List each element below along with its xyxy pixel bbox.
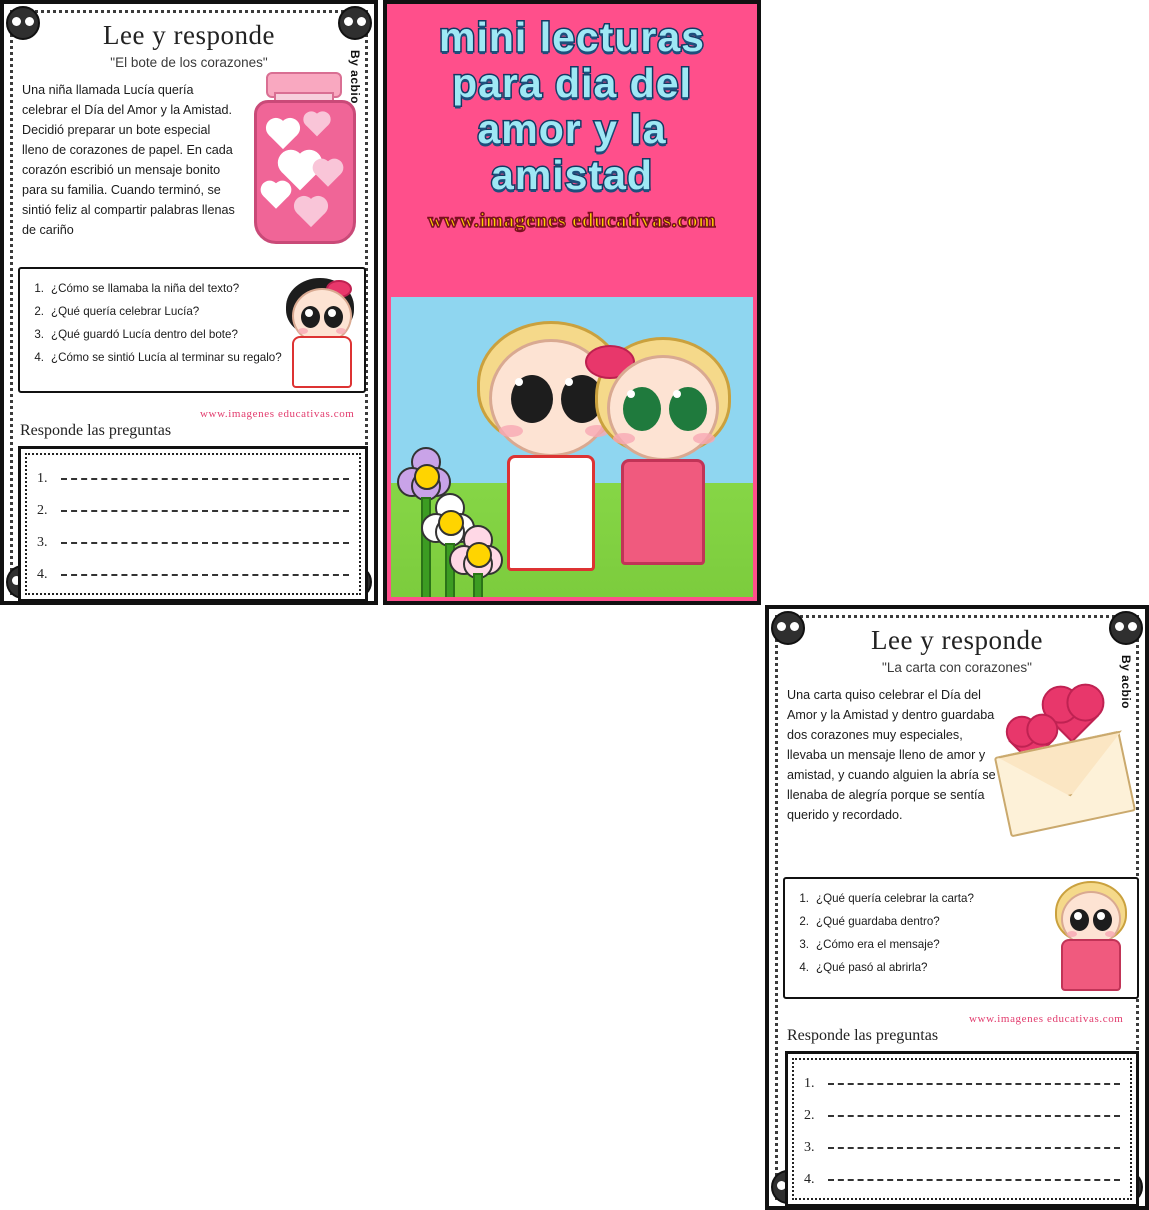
- answer-rule[interactable]: [61, 542, 349, 544]
- answer-number: 1.: [804, 1076, 815, 1091]
- page-title: Lee y responde: [103, 20, 275, 50]
- heart-envelope-icon: [995, 689, 1135, 839]
- answers-box: [18, 446, 368, 602]
- answer-rule[interactable]: [828, 1147, 1120, 1149]
- question-number: 3.: [34, 328, 44, 341]
- question-number: 2.: [799, 915, 809, 928]
- question-number: 3.: [799, 938, 809, 951]
- answer-line[interactable]: [798, 1124, 1126, 1156]
- answer-number: 2.: [804, 1108, 815, 1123]
- question-text: ¿Qué guardaba dentro?: [816, 915, 940, 928]
- cover-title-line: amor y la: [477, 106, 667, 152]
- cover-title-line: mini lecturas: [439, 14, 705, 60]
- answer-number: 3.: [804, 1140, 815, 1155]
- cover-title: [387, 14, 757, 198]
- cover-illustration-scene: [391, 297, 753, 597]
- answer-rule[interactable]: [828, 1115, 1120, 1117]
- answer-line[interactable]: [798, 1092, 1126, 1124]
- answer-line[interactable]: [798, 1060, 1126, 1092]
- answer-rule[interactable]: [828, 1179, 1120, 1181]
- girl-character-icon: [272, 274, 368, 394]
- corner-face-icon: [771, 611, 805, 645]
- answers-box: [785, 1051, 1139, 1207]
- question-text: ¿Qué guardó Lucía dentro del bote?: [51, 328, 238, 341]
- answer-rule[interactable]: [61, 478, 349, 480]
- byline: By acbio: [348, 50, 362, 105]
- answer-line[interactable]: [31, 487, 355, 519]
- question-text: ¿Cómo se llamaba la niña del texto?: [51, 282, 240, 295]
- answer-rule[interactable]: [61, 510, 349, 512]
- question-number: 4.: [799, 961, 809, 974]
- answers-header: Responde las preguntas: [20, 422, 172, 439]
- question-text: ¿Qué quería celebrar Lucía?: [51, 305, 200, 318]
- question-number: 1.: [34, 282, 44, 295]
- cover-website-url: www.imagenes educativas.com: [427, 208, 717, 232]
- answer-number: 3.: [37, 535, 48, 550]
- byline: By acbio: [1119, 655, 1133, 710]
- answer-rule[interactable]: [61, 574, 349, 576]
- answer-line[interactable]: [31, 551, 355, 583]
- answers-header: Responde las preguntas: [787, 1027, 939, 1044]
- worksheet-page-right: [765, 605, 1149, 1210]
- watermark-right: www.imagenes educativas.com: [969, 1013, 1124, 1025]
- corner-face-icon: [6, 6, 40, 40]
- cover-title-line: para dia del: [452, 60, 692, 106]
- question-text: ¿Cómo se sintió Lucía al terminar su regalo?: [51, 351, 282, 364]
- reading-passage: [769, 685, 1019, 825]
- question-number: 1.: [799, 892, 809, 905]
- answer-number: 4.: [37, 567, 48, 582]
- question-text: ¿Qué quería celebrar la carta?: [816, 892, 974, 905]
- cover-title-line: amistad: [491, 152, 653, 198]
- question-number: 2.: [34, 305, 44, 318]
- answer-line[interactable]: [798, 1156, 1126, 1188]
- reading-subtitle: "La carta con corazones": [882, 660, 1032, 675]
- cover-page: [383, 0, 761, 605]
- page-title: Lee y responde: [871, 625, 1043, 655]
- reading-passage-text: Una carta quiso celebrar el Día del Amor y la Amistad y dentro guardaba dos corazones muy especiales, llevaba un mensaje lleno de amor y amistad, y cuando alguien la abría se llenaba de alegría porque se sentía querido y recordado.: [787, 688, 996, 822]
- answer-rule[interactable]: [828, 1083, 1120, 1085]
- answer-number: 1.: [37, 471, 48, 486]
- reading-passage: [4, 80, 254, 240]
- two-girls-icon: [587, 337, 737, 597]
- reading-subtitle: "El bote de los corazones": [110, 55, 268, 70]
- watermark-left: www.imagenes educativas.com: [200, 408, 355, 420]
- reading-passage-text: Una niña llamada Lucía quería celebrar el Día del Amor y la Amistad. Decidió preparar un bote especial lleno de corazones de papel. En cada corazón escribió un mensaje bonito para su familia. Cuando terminó, se sintió feliz al compartir palabras llenas de cariño: [22, 83, 235, 237]
- answer-line[interactable]: [31, 455, 355, 487]
- girl-character-icon: [1041, 877, 1137, 997]
- answer-line[interactable]: [31, 519, 355, 551]
- corner-face-icon: [1109, 611, 1143, 645]
- question-text: ¿Cómo era el mensaje?: [816, 938, 940, 951]
- question-number: 4.: [34, 351, 44, 364]
- question-text: ¿Qué pasó al abrirla?: [816, 961, 928, 974]
- worksheet-page-left: [0, 0, 378, 605]
- corner-face-icon: [338, 6, 372, 40]
- heart-jar-icon: [248, 72, 356, 242]
- answer-number: 4.: [804, 1172, 815, 1187]
- answer-number: 2.: [37, 503, 48, 518]
